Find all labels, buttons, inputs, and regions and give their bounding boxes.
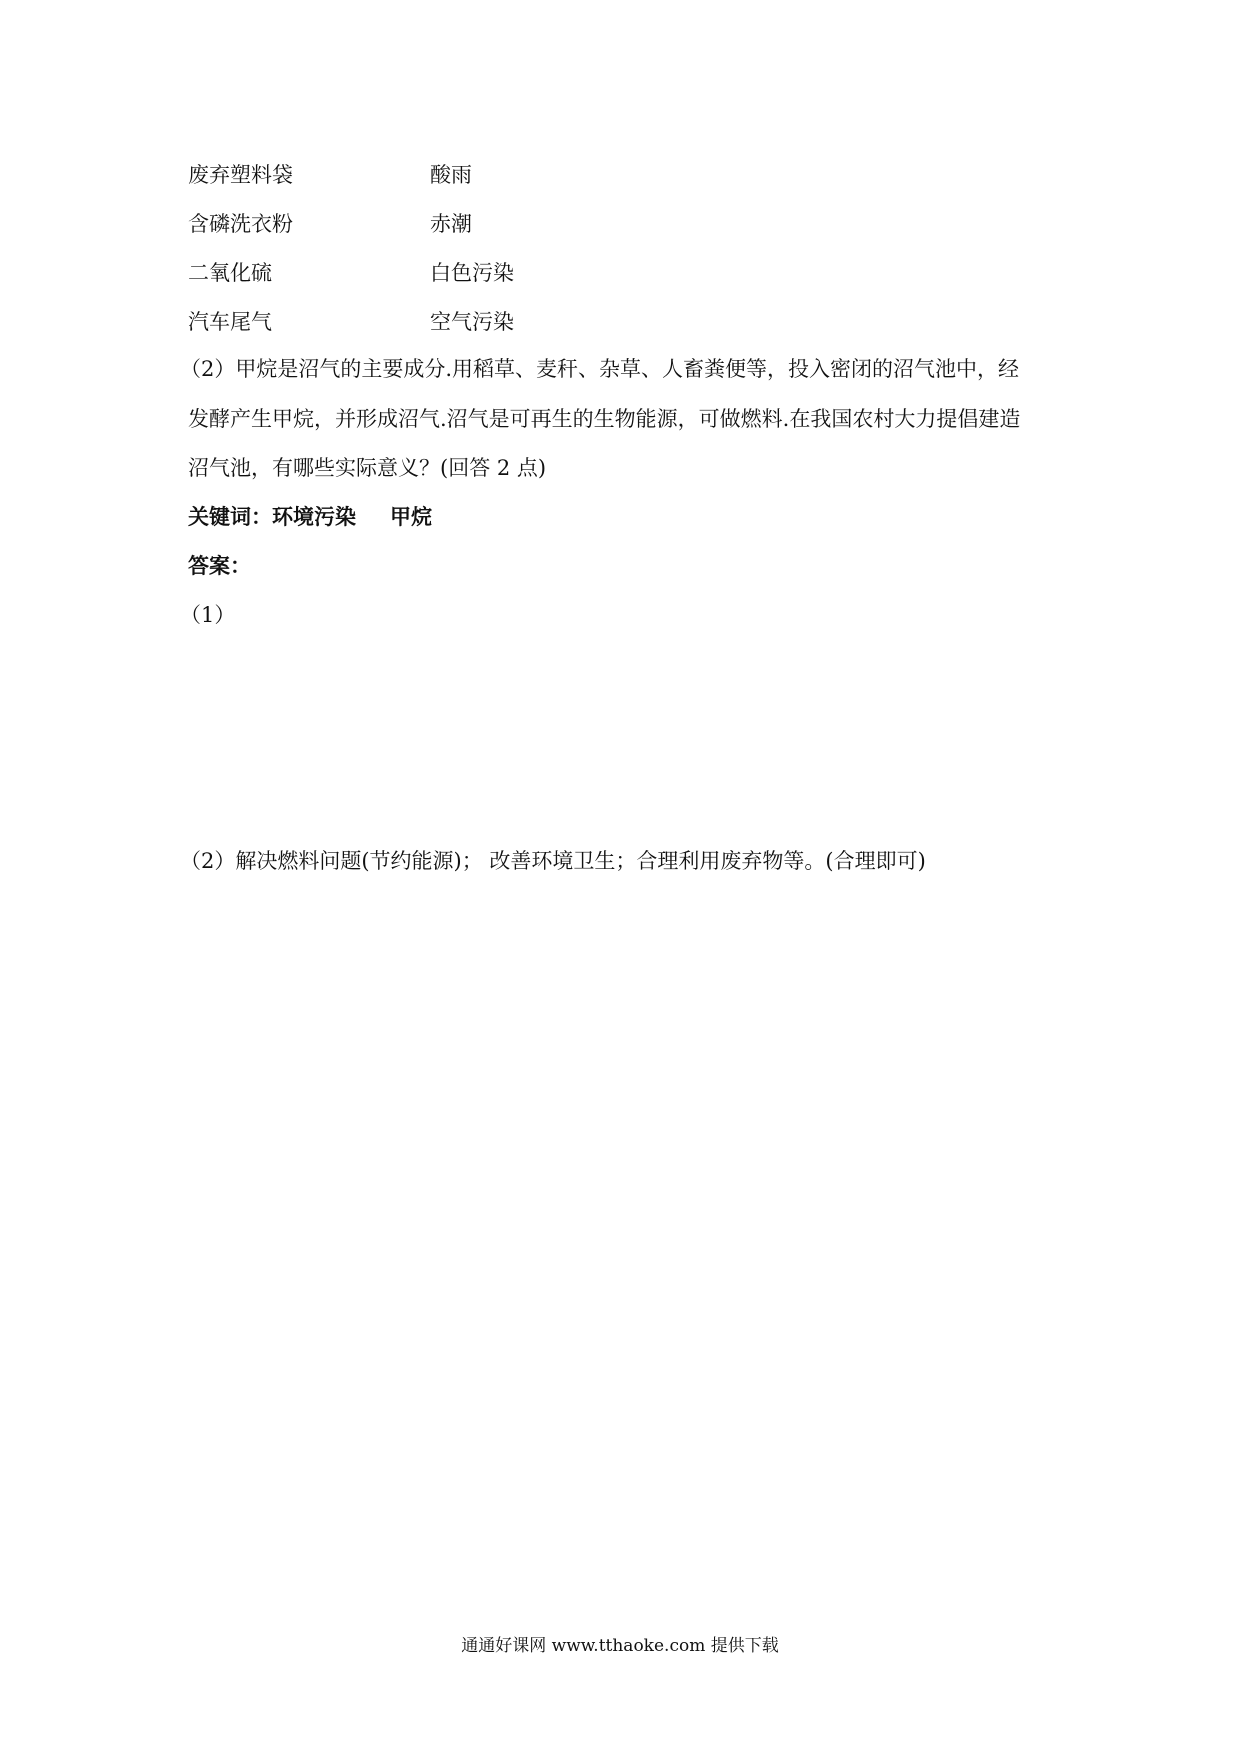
keyword-1: 环境污染 [272, 505, 356, 529]
question2-line3: 沼气池，有哪些实际意义？(回答 2 点) [188, 456, 547, 480]
answer-part2: （2）解决燃料问题(节约能源)； 改善环境卫生；合理利用废弃物等。(合理即可) [180, 849, 926, 873]
match-right-2: 赤潮 [430, 212, 472, 236]
match-left-1: 废弃塑料袋 [188, 163, 293, 187]
match-right-1: 酸雨 [430, 163, 472, 187]
keywords-line [188, 505, 432, 529]
match-left-2: 含磷洗衣粉 [188, 212, 293, 236]
keywords-label: 关键词： [188, 505, 272, 529]
answer-part1: （1） [180, 603, 236, 627]
page-footer: 通通好课网 www.tthaoke.com 提供下载 [461, 1636, 779, 1656]
match-left-4: 汽车尾气 [188, 310, 272, 334]
question2-line1: （2）甲烷是沼气的主要成分.用稻草、麦秆、杂草、人畜粪便等，投入密闭的沼气池中，经 [180, 357, 1020, 381]
keyword-2: 甲烷 [390, 505, 432, 529]
answer-label: 答案： [188, 554, 251, 578]
match-right-3: 白色污染 [430, 261, 514, 285]
match-right-4: 空气污染 [430, 310, 514, 334]
question2-line2: 发酵产生甲烷，并形成沼气.沼气是可再生的生物能源，可做燃料.在我国农村大力提倡建造 [188, 407, 1021, 431]
match-left-3: 二氧化硫 [188, 261, 272, 285]
